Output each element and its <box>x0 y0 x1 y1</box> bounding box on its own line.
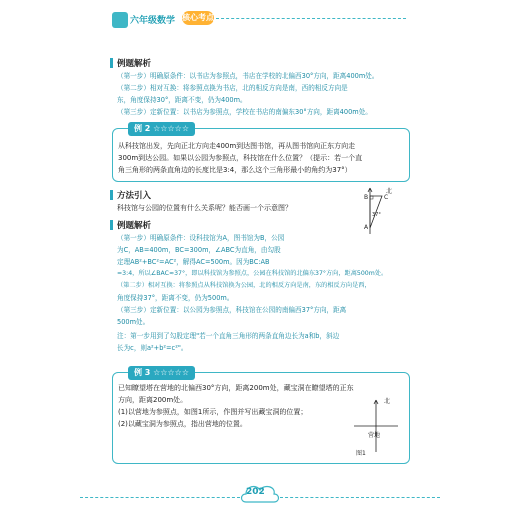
header-title: 六年级数学 <box>130 16 176 26</box>
camp-figure <box>348 396 404 456</box>
header-divider <box>216 18 406 19</box>
text-line: （第一步）明确原条件：以书店为参照点，书店在学校的北偏西30°方向，距离400m处。 <box>117 72 379 80</box>
footer-divider <box>80 497 240 498</box>
example-title: 例 3 ☆☆☆☆☆ <box>128 366 195 380</box>
point-c-label: C <box>384 194 389 201</box>
page-number: 202 <box>246 487 265 497</box>
point-b-label: B <box>364 194 369 201</box>
example-line: 从科技馆出发，先向正北方向走400m到达图书馆，再从图书馆向正东方向走 <box>118 142 356 150</box>
example-line: (1)以营地为参照点，如图1所示，作图并写出藏宝洞的位置； <box>118 408 308 416</box>
question-text: 科技馆与公园的位置有什么关系呢？能否画一个示意图？ <box>117 204 292 212</box>
example-line: 方向，距离200m处。 <box>118 396 188 404</box>
example-title: 例 2 ☆☆☆☆☆ <box>128 122 195 136</box>
point-a-label: A <box>364 224 369 231</box>
section-heading: 方法引入 <box>117 191 152 201</box>
book-icon <box>112 12 128 28</box>
section-accent <box>110 190 113 200</box>
header-badge: 核心考点 <box>182 11 214 25</box>
text-line: （第二步）相对互换：将参照点换为书店，北的相反方向是南，西的相反方向是 <box>117 84 348 92</box>
text-line: （第二步）相对互换：将参照点从科技馆换为公园，北的相反方向是南，东的相反方向是西， <box>117 282 371 289</box>
north-label: 北 <box>386 188 393 195</box>
text-line: 定理AB²+BC²=AC²，解得AC=500m。因为BC:AB <box>117 258 270 266</box>
footer-divider <box>280 497 440 498</box>
text-line: 东，角度保持30°，距离不变，仍为400m。 <box>117 96 247 104</box>
north-label: 北 <box>384 398 391 405</box>
example-line: 已知瞭望塔在营地的北偏西30°方向，距离200m处，藏宝洞在瞭望塔的正东 <box>118 384 354 392</box>
section-accent <box>110 220 113 230</box>
example-line: (2)以藏宝洞为参照点，指出营地的位置。 <box>118 420 247 428</box>
text-line: （第一步）明确原条件：设科技馆为A，图书馆为B，公园 <box>117 234 285 242</box>
example-line: 300m到达公园。如果以公园为参照点，科技馆在什么位置？（提示：若一个直 <box>118 154 363 162</box>
text-line: 为C，AB=400m，BC=300m，∠ABC为直角，由勾股 <box>117 246 281 254</box>
camp-label: 营地 <box>368 432 381 439</box>
angle-label: 37° <box>372 212 381 218</box>
text-line: =3:4，所以∠BAC≈37°，即以科技馆为参照点，公园在科技馆的北偏东37°方向，距离500m处。 <box>117 270 388 277</box>
note-line: 注：第一步用到了勾股定理"若一个直角三角形的两条直角边长为a和b，斜边 <box>117 332 340 340</box>
text-line: 角度保持37°，距离不变，仍为500m。 <box>117 294 234 302</box>
note-line: 长为c，则a²+b²=c²"。 <box>117 344 188 352</box>
text-line: （第三步）定新位置：以书店为参照点，学校在书店的南偏东30°方向，距离400m处。 <box>117 108 372 116</box>
section-heading: 例题解析 <box>117 59 152 69</box>
right-angle-mark <box>370 196 373 199</box>
section-heading: 例题解析 <box>117 221 152 231</box>
text-line: （第三步）定新位置：以公园为参照点，科技馆在公园的南偏西37°方向，距离 <box>117 306 347 314</box>
example-line: 角三角形的两条直角边的长度比是3:4，那么这个三角形最小的角约为37°） <box>118 166 352 174</box>
section-accent <box>110 58 113 68</box>
figure-caption: 图1 <box>356 450 366 457</box>
text-line: 500m处。 <box>117 318 150 326</box>
